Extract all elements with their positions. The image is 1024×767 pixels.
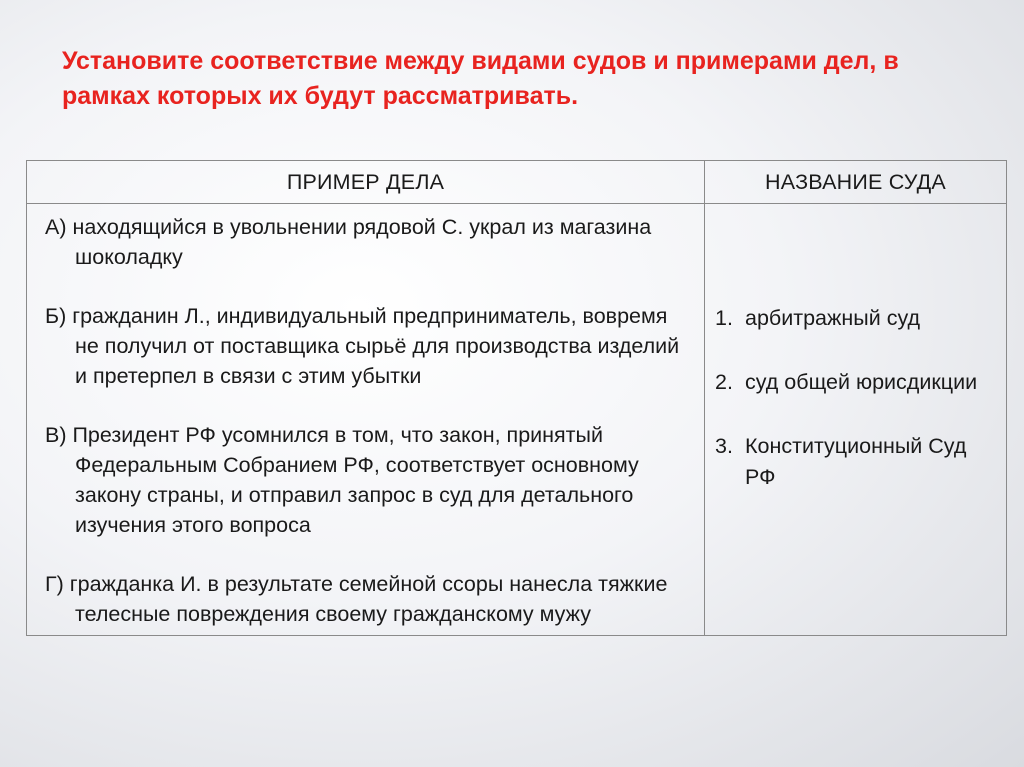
cases-cell (27, 204, 705, 636)
courts-cell (705, 204, 1007, 636)
header-court-name: НАЗВАНИЕ СУДА (705, 161, 1007, 204)
case-a: А) находящийся в увольнении рядовой С. украл из магазина шоколадку (45, 215, 652, 269)
table-header-row (27, 161, 1007, 204)
court-name: Конституционный Суд РФ (745, 433, 967, 489)
court-item-general (715, 367, 998, 398)
table-body-row (27, 204, 1007, 636)
court-number: 1. (715, 305, 733, 330)
court-name: суд общей юрисдикции (745, 369, 978, 394)
task-title: Установите соответствие между видами судов и примерами дел, в рамках которых их будут рассматривать. (62, 47, 899, 110)
court-item-constitutional (715, 431, 998, 493)
case-c: В) Президент РФ усомнился в том, что закон, принятый Федеральным Собранием РФ, соответствует основному закону страны, и отправил запрос в суд для детального изучения этого вопроса (45, 423, 639, 537)
matching-table (26, 160, 1007, 636)
court-number: 2. (715, 369, 733, 394)
courts-list (715, 303, 998, 493)
court-name: арбитражный суд (745, 305, 921, 330)
court-number: 3. (715, 433, 733, 458)
header-case-example: ПРИМЕР ДЕЛА (27, 161, 705, 204)
case-b: Б) гражданин Л., индивидуальный предприниматель, вовремя не получил от поставщика сырьё для производства изделий и претерпел в связи с этим убытки (45, 304, 680, 388)
case-d: Г) гражданка И. в результате семейной ссоры нанесла тяжкие телесные повреждения своему гражданскому мужу (45, 572, 668, 626)
court-item-arbitration (715, 303, 998, 334)
